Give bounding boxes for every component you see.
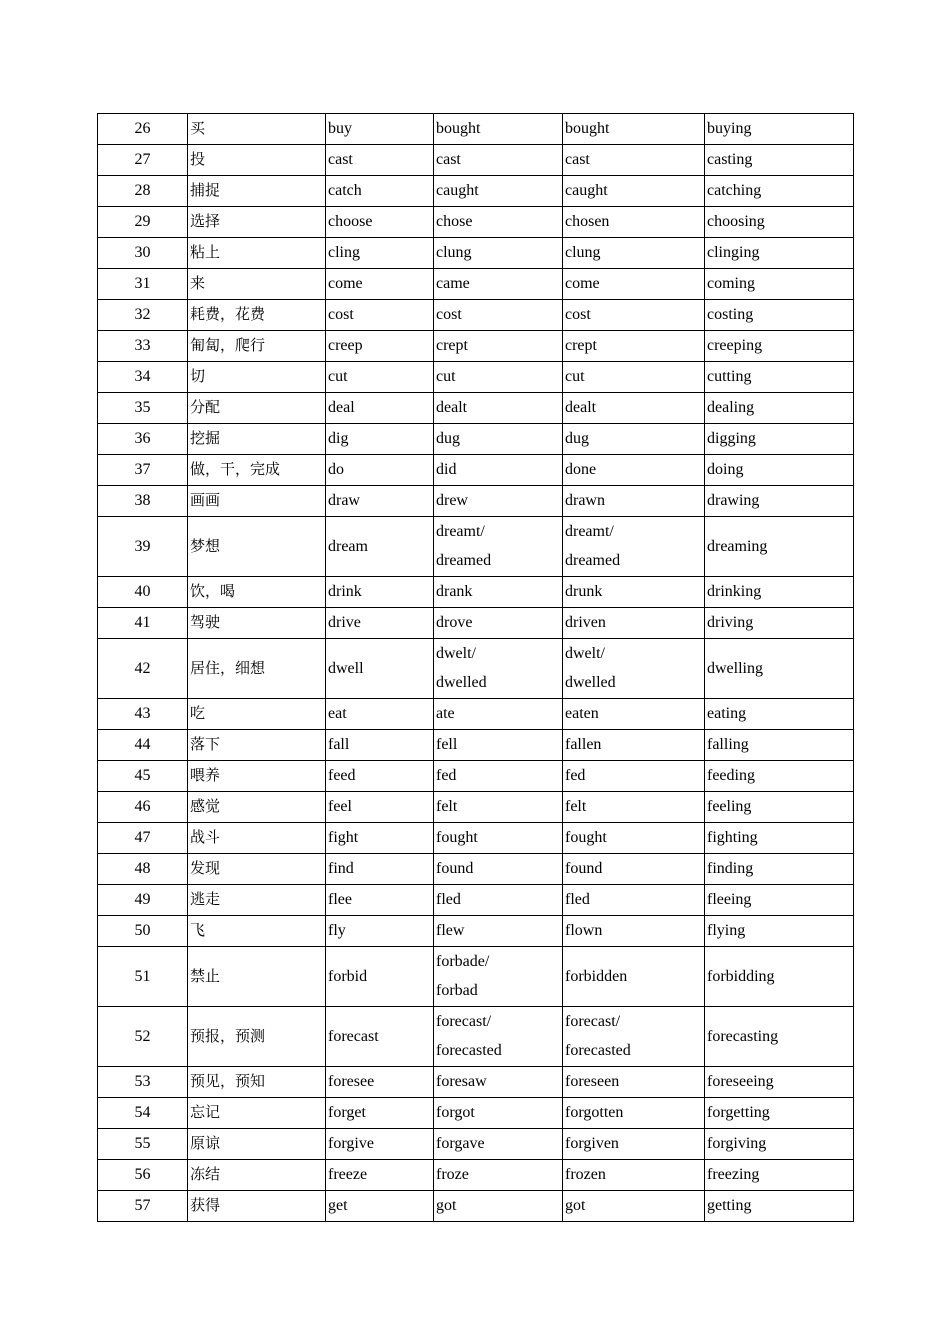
past-tense-cell-line: dwelled <box>436 674 487 691</box>
meaning-cell: 捕捉 <box>188 176 326 207</box>
past-tense-cell <box>434 639 563 699</box>
row-number-cell: 31 <box>98 269 188 300</box>
row-number-cell: 38 <box>98 486 188 517</box>
base-form-cell: drive <box>326 608 434 639</box>
base-form-cell: dig <box>326 424 434 455</box>
row-number-cell: 41 <box>98 608 188 639</box>
present-participle-cell: forecasting <box>705 1007 854 1067</box>
present-participle-cell: forgiving <box>705 1129 854 1160</box>
row-number-cell: 33 <box>98 331 188 362</box>
past-tense-cell: drank <box>434 577 563 608</box>
past-participle-cell: forgiven <box>563 1129 705 1160</box>
meaning-cell: 忘记 <box>188 1098 326 1129</box>
past-participle-cell: foreseen <box>563 1067 705 1098</box>
row-number-cell: 36 <box>98 424 188 455</box>
base-form-cell: feed <box>326 761 434 792</box>
meaning-cell: 飞 <box>188 916 326 947</box>
present-participle-cell: clinging <box>705 238 854 269</box>
base-form-cell: find <box>326 854 434 885</box>
past-participle-cell: driven <box>563 608 705 639</box>
present-participle-cell: digging <box>705 424 854 455</box>
base-form-cell: feel <box>326 792 434 823</box>
row-number-cell: 56 <box>98 1160 188 1191</box>
past-tense-cell: fought <box>434 823 563 854</box>
past-tense-cell: caught <box>434 176 563 207</box>
past-tense-cell: ate <box>434 699 563 730</box>
meaning-cell: 匍匐，爬行 <box>188 331 326 362</box>
past-tense-cell-line: dwelt/ <box>436 645 476 662</box>
past-tense-cell-line: forbad <box>436 982 478 999</box>
row-number-cell: 35 <box>98 393 188 424</box>
table-row <box>98 1067 854 1098</box>
past-tense-cell: did <box>434 455 563 486</box>
past-tense-cell: froze <box>434 1160 563 1191</box>
row-number-cell: 40 <box>98 577 188 608</box>
past-participle-cell: cost <box>563 300 705 331</box>
past-participle-cell-line: dwelt/ <box>565 645 605 662</box>
row-number-cell: 26 <box>98 114 188 145</box>
row-number-cell: 42 <box>98 639 188 699</box>
present-participle-cell: fighting <box>705 823 854 854</box>
row-number-cell: 28 <box>98 176 188 207</box>
irregular-verb-table <box>97 113 854 1222</box>
base-form-cell: fight <box>326 823 434 854</box>
present-participle-cell: doing <box>705 455 854 486</box>
present-participle-cell: foreseeing <box>705 1067 854 1098</box>
past-tense-cell-line: forbade/ <box>436 953 490 970</box>
past-tense-cell: drew <box>434 486 563 517</box>
table-row <box>98 1007 854 1067</box>
row-number-cell: 49 <box>98 885 188 916</box>
past-tense-cell <box>434 517 563 577</box>
meaning-cell: 感觉 <box>188 792 326 823</box>
past-participle-cell: frozen <box>563 1160 705 1191</box>
meaning-cell: 逃走 <box>188 885 326 916</box>
table-row <box>98 823 854 854</box>
past-participle-cell: drawn <box>563 486 705 517</box>
meaning-cell: 发现 <box>188 854 326 885</box>
present-participle-cell: coming <box>705 269 854 300</box>
row-number-cell: 39 <box>98 517 188 577</box>
past-tense-cell: forgave <box>434 1129 563 1160</box>
past-participle-cell: cast <box>563 145 705 176</box>
meaning-cell: 驾驶 <box>188 608 326 639</box>
base-form-cell: forbid <box>326 947 434 1007</box>
row-number-cell: 57 <box>98 1191 188 1222</box>
table-row <box>98 730 854 761</box>
present-participle-cell: forbidding <box>705 947 854 1007</box>
row-number-cell: 54 <box>98 1098 188 1129</box>
row-number-cell: 53 <box>98 1067 188 1098</box>
past-tense-cell: flew <box>434 916 563 947</box>
past-tense-cell: got <box>434 1191 563 1222</box>
meaning-cell: 居住，细想 <box>188 639 326 699</box>
row-number-cell: 52 <box>98 1007 188 1067</box>
past-participle-cell <box>563 1007 705 1067</box>
row-number-cell: 45 <box>98 761 188 792</box>
row-number-cell: 47 <box>98 823 188 854</box>
past-tense-cell: found <box>434 854 563 885</box>
past-participle-cell-line: forecasted <box>565 1042 631 1059</box>
past-participle-cell: forbidden <box>563 947 705 1007</box>
present-participle-cell: falling <box>705 730 854 761</box>
past-tense-cell: chose <box>434 207 563 238</box>
meaning-cell: 挖掘 <box>188 424 326 455</box>
meaning-cell: 来 <box>188 269 326 300</box>
past-tense-cell-line: dreamt/ <box>436 523 485 540</box>
past-tense-cell: forgot <box>434 1098 563 1129</box>
present-participle-cell: fleeing <box>705 885 854 916</box>
past-tense-cell: came <box>434 269 563 300</box>
table-row <box>98 362 854 393</box>
past-tense-cell-line: dreamed <box>436 552 492 569</box>
table-row <box>98 145 854 176</box>
table-row <box>98 393 854 424</box>
base-form-cell: foresee <box>326 1067 434 1098</box>
past-participle-cell: fled <box>563 885 705 916</box>
meaning-cell: 切 <box>188 362 326 393</box>
base-form-cell: cost <box>326 300 434 331</box>
meaning-cell: 原谅 <box>188 1129 326 1160</box>
past-participle-cell: fallen <box>563 730 705 761</box>
past-tense-cell-line: forecasted <box>436 1042 502 1059</box>
past-participle-cell: fed <box>563 761 705 792</box>
past-tense-cell: fled <box>434 885 563 916</box>
meaning-cell: 落下 <box>188 730 326 761</box>
past-participle-cell: caught <box>563 176 705 207</box>
table-row <box>98 207 854 238</box>
past-participle-cell: cut <box>563 362 705 393</box>
row-number-cell: 51 <box>98 947 188 1007</box>
meaning-cell: 买 <box>188 114 326 145</box>
past-participle-cell-line: dreamt/ <box>565 523 614 540</box>
meaning-cell: 获得 <box>188 1191 326 1222</box>
meaning-cell: 冻结 <box>188 1160 326 1191</box>
row-number-cell: 30 <box>98 238 188 269</box>
meaning-cell: 投 <box>188 145 326 176</box>
present-participle-cell: drawing <box>705 486 854 517</box>
table-row <box>98 947 854 1007</box>
base-form-cell: drink <box>326 577 434 608</box>
past-participle-cell: fought <box>563 823 705 854</box>
present-participle-cell: eating <box>705 699 854 730</box>
table-row <box>98 916 854 947</box>
past-tense-cell: cut <box>434 362 563 393</box>
table-row <box>98 1191 854 1222</box>
meaning-cell: 粘上 <box>188 238 326 269</box>
past-participle-cell: dealt <box>563 393 705 424</box>
base-form-cell: cast <box>326 145 434 176</box>
past-tense-cell: drove <box>434 608 563 639</box>
past-participle-cell: clung <box>563 238 705 269</box>
meaning-cell: 分配 <box>188 393 326 424</box>
row-number-cell: 46 <box>98 792 188 823</box>
meaning-cell: 饮，喝 <box>188 577 326 608</box>
meaning-cell: 吃 <box>188 699 326 730</box>
past-tense-cell: clung <box>434 238 563 269</box>
table-row <box>98 238 854 269</box>
verb-table-body <box>98 114 854 1222</box>
table-row <box>98 577 854 608</box>
table-row <box>98 699 854 730</box>
row-number-cell: 27 <box>98 145 188 176</box>
base-form-cell: forecast <box>326 1007 434 1067</box>
present-participle-cell: driving <box>705 608 854 639</box>
table-row <box>98 1129 854 1160</box>
present-participle-cell: buying <box>705 114 854 145</box>
present-participle-cell: dwelling <box>705 639 854 699</box>
table-row <box>98 300 854 331</box>
base-form-cell: fall <box>326 730 434 761</box>
table-row <box>98 761 854 792</box>
past-participle-cell-line: dreamed <box>565 552 621 569</box>
meaning-cell: 战斗 <box>188 823 326 854</box>
past-participle-cell: flown <box>563 916 705 947</box>
meaning-cell: 喂养 <box>188 761 326 792</box>
past-tense-cell <box>434 1007 563 1067</box>
meaning-cell: 做，干，完成 <box>188 455 326 486</box>
present-participle-cell: costing <box>705 300 854 331</box>
table-row <box>98 269 854 300</box>
base-form-cell: come <box>326 269 434 300</box>
past-tense-cell-line: forecast/ <box>436 1013 492 1030</box>
past-participle-cell: chosen <box>563 207 705 238</box>
table-row <box>98 792 854 823</box>
present-participle-cell: drinking <box>705 577 854 608</box>
base-form-cell: cut <box>326 362 434 393</box>
base-form-cell: flee <box>326 885 434 916</box>
present-participle-cell: dreaming <box>705 517 854 577</box>
present-participle-cell: forgetting <box>705 1098 854 1129</box>
present-participle-cell: feeding <box>705 761 854 792</box>
row-number-cell: 48 <box>98 854 188 885</box>
past-participle-cell-line: dwelled <box>565 674 616 691</box>
past-tense-cell: dealt <box>434 393 563 424</box>
base-form-cell: get <box>326 1191 434 1222</box>
present-participle-cell: finding <box>705 854 854 885</box>
row-number-cell: 43 <box>98 699 188 730</box>
past-participle-cell: got <box>563 1191 705 1222</box>
present-participle-cell: freezing <box>705 1160 854 1191</box>
present-participle-cell: choosing <box>705 207 854 238</box>
present-participle-cell: creeping <box>705 331 854 362</box>
meaning-cell: 禁止 <box>188 947 326 1007</box>
past-participle-cell: eaten <box>563 699 705 730</box>
base-form-cell: draw <box>326 486 434 517</box>
table-row <box>98 608 854 639</box>
base-form-cell: choose <box>326 207 434 238</box>
table-row <box>98 517 854 577</box>
meaning-cell: 选择 <box>188 207 326 238</box>
table-row <box>98 1160 854 1191</box>
past-tense-cell: fed <box>434 761 563 792</box>
table-row <box>98 486 854 517</box>
base-form-cell: forgive <box>326 1129 434 1160</box>
meaning-cell: 耗费，花费 <box>188 300 326 331</box>
row-number-cell: 29 <box>98 207 188 238</box>
present-participle-cell: dealing <box>705 393 854 424</box>
base-form-cell: do <box>326 455 434 486</box>
past-participle-cell <box>563 517 705 577</box>
base-form-cell: cling <box>326 238 434 269</box>
table-row <box>98 176 854 207</box>
present-participle-cell: casting <box>705 145 854 176</box>
row-number-cell: 34 <box>98 362 188 393</box>
present-participle-cell: getting <box>705 1191 854 1222</box>
past-participle-cell: drunk <box>563 577 705 608</box>
present-participle-cell: flying <box>705 916 854 947</box>
present-participle-cell: catching <box>705 176 854 207</box>
base-form-cell: dream <box>326 517 434 577</box>
base-form-cell: freeze <box>326 1160 434 1191</box>
past-participle-cell: come <box>563 269 705 300</box>
base-form-cell: forget <box>326 1098 434 1129</box>
base-form-cell: fly <box>326 916 434 947</box>
base-form-cell: deal <box>326 393 434 424</box>
table-row <box>98 854 854 885</box>
past-participle-cell-line: forecast/ <box>565 1013 621 1030</box>
meaning-cell: 预见，预知 <box>188 1067 326 1098</box>
past-participle-cell <box>563 639 705 699</box>
meaning-cell: 梦想 <box>188 517 326 577</box>
row-number-cell: 37 <box>98 455 188 486</box>
present-participle-cell: cutting <box>705 362 854 393</box>
table-row <box>98 455 854 486</box>
base-form-cell: eat <box>326 699 434 730</box>
past-participle-cell: found <box>563 854 705 885</box>
row-number-cell: 32 <box>98 300 188 331</box>
past-tense-cell: bought <box>434 114 563 145</box>
base-form-cell: creep <box>326 331 434 362</box>
table-row <box>98 885 854 916</box>
past-tense-cell <box>434 947 563 1007</box>
table-row <box>98 639 854 699</box>
past-participle-cell: crept <box>563 331 705 362</box>
past-tense-cell: cost <box>434 300 563 331</box>
present-participle-cell: feeling <box>705 792 854 823</box>
past-participle-cell: done <box>563 455 705 486</box>
past-tense-cell: foresaw <box>434 1067 563 1098</box>
table-row <box>98 331 854 362</box>
base-form-cell: catch <box>326 176 434 207</box>
past-participle-cell: forgotten <box>563 1098 705 1129</box>
meaning-cell: 画画 <box>188 486 326 517</box>
past-tense-cell: cast <box>434 145 563 176</box>
past-participle-cell: dug <box>563 424 705 455</box>
past-tense-cell: crept <box>434 331 563 362</box>
table-row <box>98 114 854 145</box>
base-form-cell: dwell <box>326 639 434 699</box>
past-tense-cell: fell <box>434 730 563 761</box>
past-tense-cell: felt <box>434 792 563 823</box>
row-number-cell: 55 <box>98 1129 188 1160</box>
table-row <box>98 1098 854 1129</box>
past-participle-cell: felt <box>563 792 705 823</box>
base-form-cell: buy <box>326 114 434 145</box>
row-number-cell: 44 <box>98 730 188 761</box>
row-number-cell: 50 <box>98 916 188 947</box>
past-tense-cell: dug <box>434 424 563 455</box>
past-participle-cell: bought <box>563 114 705 145</box>
meaning-cell: 预报，预测 <box>188 1007 326 1067</box>
table-row <box>98 424 854 455</box>
